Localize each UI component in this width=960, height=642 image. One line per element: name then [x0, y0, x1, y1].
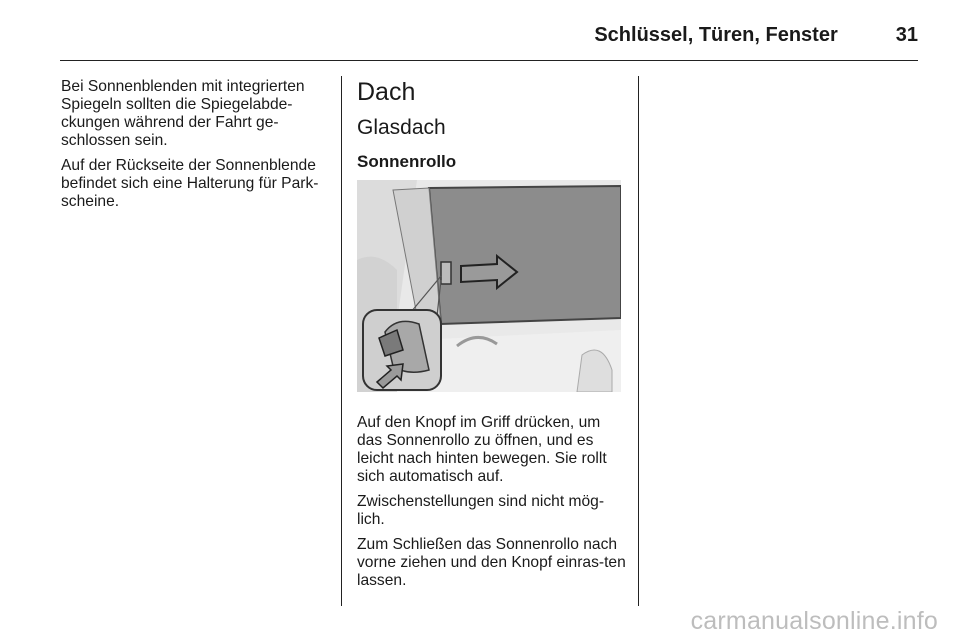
section-title: Schlüssel, Türen, Fenster — [594, 23, 838, 46]
middle-paragraph-3: Zum Schließen das Sonnenrollo nach vorne ziehen und den Knopf einras-ten lassen. — [357, 536, 626, 589]
heading-dach: Dach — [357, 78, 416, 106]
sunroof-illustration — [357, 180, 621, 392]
page-number: 31 — [895, 23, 918, 46]
column-divider-1 — [341, 76, 342, 606]
left-paragraph-2: Auf der Rückseite der Sonnenblende befindet sich eine Halterung für Park-scheine. — [61, 157, 319, 210]
middle-paragraph-2: Zwischenstellungen sind nicht mög-lich. — [357, 493, 605, 528]
middle-column — [357, 78, 627, 597]
watermark: carmanualsonline.info — [690, 607, 938, 635]
heading-glasdach: Glasdach — [357, 116, 446, 139]
column-divider-2 — [638, 76, 639, 606]
heading-sonnenrollo: Sonnenrollo — [357, 152, 457, 171]
left-column — [61, 78, 329, 218]
middle-paragraph-1: Auf den Knopf im Griff drücken, um das Sonnenrollo zu öffnen, und es leicht nach hinten bewegen. Sie rollt sich automatisch auf. — [357, 414, 607, 485]
left-paragraph-1: Bei Sonnenblenden mit integrierten Spiegeln sollten die Spiegelabde-ckungen während der Fahrt ge-schlossen sein. — [61, 78, 305, 149]
page-header — [60, 18, 918, 52]
header-rule — [60, 60, 918, 61]
